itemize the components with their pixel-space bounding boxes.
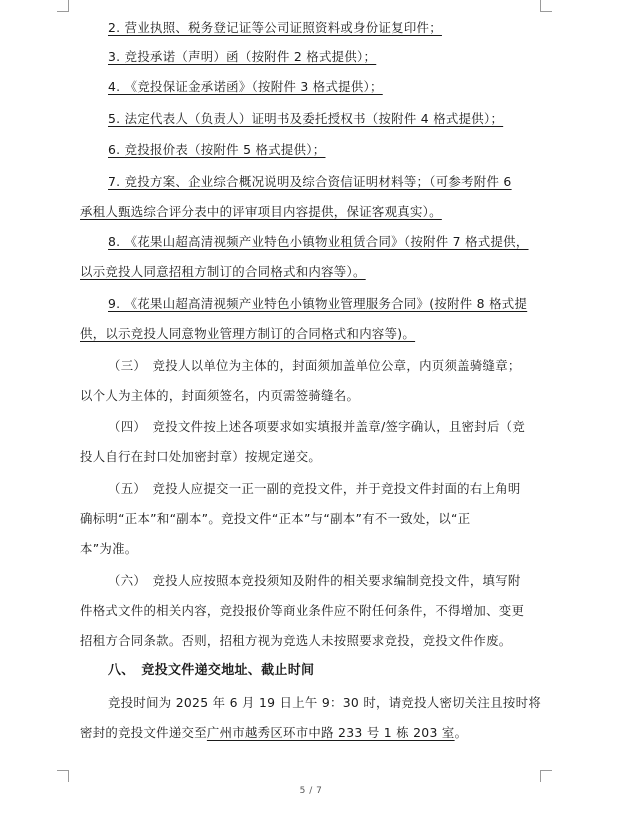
page-number: 5 / 7 — [299, 786, 323, 796]
deadline-line-2 — [80, 724, 467, 742]
crop-mark-bottom-right — [540, 770, 552, 782]
section-5-line-2: 确标明“正本”和“副本”。竞投文件“正本”与“副本”有不一致处，以“正 — [80, 511, 471, 526]
section-6-line-2: 件格式文件的相关内容，竞投报价等商业条件应不附任何条件，不得增加、变更 — [80, 603, 525, 618]
item-3: 3. 竞投承诺（声明）函（按附件 2 格式提供）； — [108, 49, 377, 64]
item-4: 4. 《竞投保证金承诺函》（按附件 3 格式提供）； — [108, 79, 383, 94]
deadline-suffix: 。 — [454, 725, 468, 740]
item-8-line-2: 以示竞投人同意招租方制订的合同格式和内容等）。 — [80, 264, 366, 279]
item-7-line-1: 7. 竞投方案、企业综合概况说明及综合资信证明材料等；（可参考附件 6 — [108, 174, 512, 189]
item-7-line-2: 承租人甄选综合评分表中的评审项目内容提供，保证客观真实）。 — [80, 204, 442, 219]
section-4-line-1: （四） 竞投文件按上述各项要求如实填报并盖章/签字确认，且密封后（竞 — [108, 419, 526, 434]
section-3-line-1: （三） 竞投人以单位为主体的，封面须加盖单位公章，内页须盖骑缝章； — [108, 358, 521, 373]
deadline-line-1: 竞投时间为 2025 年 6 月 19 日上午 9：30 时，请竞投人密切关注且按时将 — [108, 695, 542, 710]
item-9-line-2: 供，以示竞投人同意物业管理方制订的合同格式和内容等)。 — [80, 326, 416, 341]
submission-address: 广州市越秀区环市中路 233 号 1 栋 203 室 — [206, 725, 455, 740]
item-9-line-1: 9. 《花果山超高清视频产业特色小镇物业管理服务合同》(按附件 8 格式提 — [108, 296, 528, 311]
section-6-line-3: 招租方合同条款。否则，招租方视为竞选人未按照要求竞投，竞投文件作废。 — [80, 633, 512, 648]
section-5-line-3: 本”为准。 — [80, 541, 138, 556]
deadline-prefix: 密封的竞投文件递交至 — [80, 725, 207, 740]
item-8-line-1: 8. 《花果山超高清视频产业特色小镇物业租赁合同》（按附件 7 格式提供， — [108, 234, 529, 249]
crop-mark-top-right — [540, 0, 552, 12]
section-6-line-1: （六） 竞投人应按照本竞投须知及附件的相关要求编制竞投文件，填写附 — [108, 573, 521, 588]
item-6: 6. 竞投报价表（按附件 5 格式提供）； — [108, 142, 326, 157]
crop-mark-top-left — [57, 0, 69, 12]
section-3-line-2: 以个人为主体的，封面须签名，内页需签骑缝名。 — [80, 388, 360, 403]
section-8-heading: 八、 竞投文件递交地址、截止时间 — [108, 663, 315, 678]
crop-mark-bottom-left — [57, 770, 69, 782]
item-5: 5. 法定代表人（负责人）证明书及委托授权书（按附件 4 格式提供）； — [108, 111, 504, 126]
section-4-line-2: 投人自行在封口处加密封章）按规定递交。 — [80, 449, 322, 464]
section-5-line-1: （五） 竞投人应提交一正一副的竞投文件，并于竞投文件封面的右上角明 — [108, 481, 521, 496]
item-2: 2. 营业执照、税务登记证等公司证照资料或身份证复印件； — [108, 20, 442, 35]
